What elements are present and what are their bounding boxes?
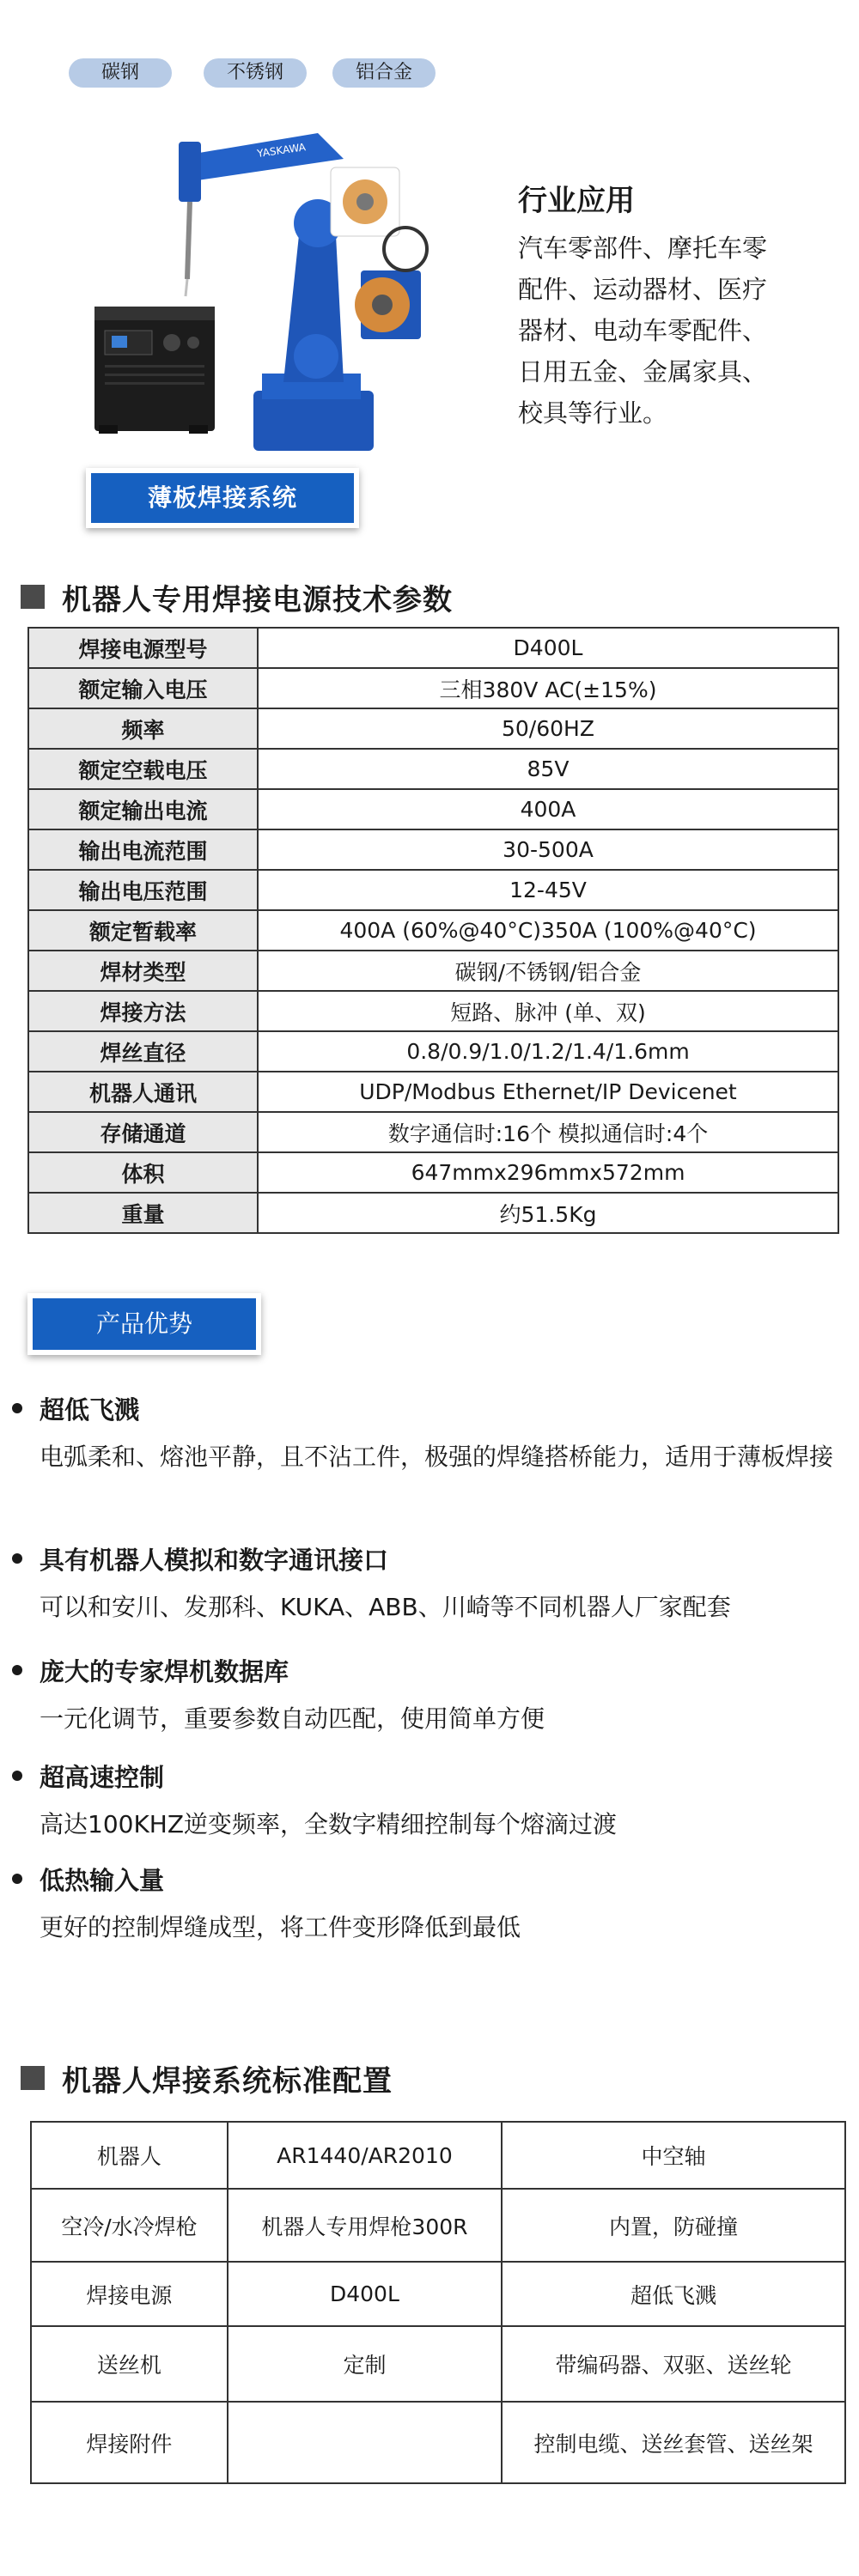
square-bullet-icon [21, 2066, 45, 2090]
spec-value: D400L [258, 628, 838, 668]
spec-value: 400A (60%@40°C)350A (100%@40°C) [258, 910, 838, 951]
square-bullet-icon [21, 585, 45, 609]
table-row [31, 2122, 845, 2189]
spec-label: 额定空载电压 [28, 749, 258, 789]
spec-value: 30-500A [258, 829, 838, 870]
industry-line: 配件、运动器材、医疗 [518, 275, 768, 304]
spec-label: 焊接方法 [28, 991, 258, 1031]
spec-value: 短路、脉冲 (单、双) [258, 991, 838, 1031]
industry-title: 行业应用 [518, 184, 635, 218]
tag-stainless-steel: 不锈钢 [204, 58, 307, 88]
table-row [31, 2326, 845, 2402]
advantage-desc: 可以和安川、发那科、KUKA、ABB、川崎等不同机器人厂家配套 [40, 1593, 731, 1621]
table-row [31, 2189, 845, 2262]
config-cell: 机器人 [31, 2122, 228, 2189]
table-row [28, 1031, 838, 1072]
table-row [28, 668, 838, 708]
table-row [28, 708, 838, 749]
industry-line: 日用五金、金属家具、 [518, 357, 768, 386]
industry-line: 汽车零部件、摩托车零 [518, 234, 768, 263]
advantage-item [12, 1862, 845, 1948]
advantage-item [12, 1541, 845, 1628]
table-row [28, 829, 838, 870]
spec-label: 焊丝直径 [28, 1031, 258, 1072]
spec-label: 存储通道 [28, 1112, 258, 1152]
table-row [28, 951, 838, 991]
spec-value: 约51.5Kg [258, 1193, 838, 1233]
table-row [31, 2262, 845, 2326]
config-cell: 送丝机 [31, 2326, 228, 2402]
spec-value: 三相380V AC(±15%) [258, 668, 838, 708]
robot-brand-label: YASKAWA [256, 141, 307, 160]
spec-label: 频率 [28, 708, 258, 749]
table-row [28, 910, 838, 951]
advantage-desc: 更好的控制焊缝成型，将工件变形降低到最低 [40, 1913, 521, 1941]
power-supply-cabinet [94, 307, 215, 434]
system-label-banner [86, 468, 359, 528]
spec-label: 焊接电源型号 [28, 628, 258, 668]
spec-section-header [21, 577, 453, 617]
table-row [28, 1193, 838, 1233]
advantages-title: 产品优势 [33, 1298, 256, 1350]
spec-value: 数字通信时:16个 模拟通信时:4个 [258, 1112, 838, 1152]
robot-arm [179, 133, 427, 451]
advantage-item [12, 1391, 845, 1478]
config-cell: D400L [228, 2262, 502, 2326]
config-cell: 空冷/水冷焊枪 [31, 2189, 228, 2262]
advantages-banner [27, 1293, 261, 1355]
spec-label: 输出电流范围 [28, 829, 258, 870]
tag-aluminum-alloy: 铝合金 [332, 58, 436, 88]
bullet-icon [12, 1553, 22, 1564]
config-cell: 定制 [228, 2326, 502, 2402]
bullet-icon [12, 1403, 22, 1413]
advantage-title: 超高速控制 [40, 1763, 165, 1792]
config-table [30, 2121, 846, 2484]
advantage-title: 具有机器人模拟和数字通讯接口 [40, 1546, 389, 1575]
industry-line: 校具等行业。 [518, 398, 668, 428]
spec-value: 12-45V [258, 870, 838, 910]
advantage-desc: 一元化调节，重要参数自动匹配，使用简单方便 [40, 1704, 545, 1733]
system-label: 薄板焊接系统 [91, 473, 354, 523]
config-cell: 超低飞溅 [502, 2262, 845, 2326]
advantage-desc: 高达100KHZ逆变频率，全数字精细控制每个熔滴过渡 [40, 1810, 618, 1838]
table-row [28, 1072, 838, 1112]
table-row [28, 749, 838, 789]
config-cell: 机器人专用焊枪300R [228, 2189, 502, 2262]
advantage-item [12, 1653, 845, 1740]
welding-robot-image [86, 82, 447, 459]
spec-label: 焊材类型 [28, 951, 258, 991]
config-cell: AR1440/AR2010 [228, 2122, 502, 2189]
advantage-title: 庞大的专家焊机数据库 [40, 1657, 289, 1686]
config-section-title: 机器人焊接系统标准配置 [62, 2063, 393, 2099]
advantage-title: 低热输入量 [40, 1866, 165, 1895]
spec-label: 额定输入电压 [28, 668, 258, 708]
config-cell: 控制电缆、送丝套管、送丝架 [502, 2402, 845, 2483]
spec-label: 额定暂载率 [28, 910, 258, 951]
spec-value: UDP/Modbus Ethernet/IP Devicenet [258, 1072, 838, 1112]
config-cell: 内置，防碰撞 [502, 2189, 845, 2262]
config-cell: 带编码器、双驱、送丝轮 [502, 2326, 845, 2402]
bullet-icon [12, 1771, 22, 1781]
config-cell: 焊接附件 [31, 2402, 228, 2483]
config-section-header [21, 2058, 393, 2098]
bullet-icon [12, 1874, 22, 1884]
spec-label: 机器人通讯 [28, 1072, 258, 1112]
advantage-desc: 电弧柔和、熔池平静，且不沾工件，极强的焊缝搭桥能力，适用于薄板焊接 [40, 1443, 834, 1471]
bullet-icon [12, 1665, 22, 1675]
spec-value: 85V [258, 749, 838, 789]
tag-carbon-steel: 碳钢 [69, 58, 172, 88]
table-row [28, 628, 838, 668]
spec-value: 400A [258, 789, 838, 829]
config-cell: 中空轴 [502, 2122, 845, 2189]
advantage-title: 超低飞溅 [40, 1395, 140, 1425]
config-cell [228, 2402, 502, 2483]
advantage-item [12, 1759, 845, 1845]
spec-value: 0.8/0.9/1.0/1.2/1.4/1.6mm [258, 1031, 838, 1072]
spec-section-title: 机器人专用焊接电源技术参数 [62, 582, 453, 617]
spec-label: 体积 [28, 1152, 258, 1193]
industry-description [518, 228, 836, 434]
table-row [28, 991, 838, 1031]
spec-table [27, 627, 839, 1234]
spec-value: 50/60HZ [258, 708, 838, 749]
table-row [28, 789, 838, 829]
spec-label: 输出电压范围 [28, 870, 258, 910]
spec-value: 碳钢/不锈钢/铝合金 [258, 951, 838, 991]
config-cell: 焊接电源 [31, 2262, 228, 2326]
table-row [28, 1152, 838, 1193]
industry-line: 器材、电动车零配件、 [518, 316, 768, 345]
table-row [28, 870, 838, 910]
spec-label: 重量 [28, 1193, 258, 1233]
table-row [31, 2402, 845, 2483]
table-row [28, 1112, 838, 1152]
spec-label: 额定输出电流 [28, 789, 258, 829]
spec-value: 647mmx296mmx572mm [258, 1152, 838, 1193]
